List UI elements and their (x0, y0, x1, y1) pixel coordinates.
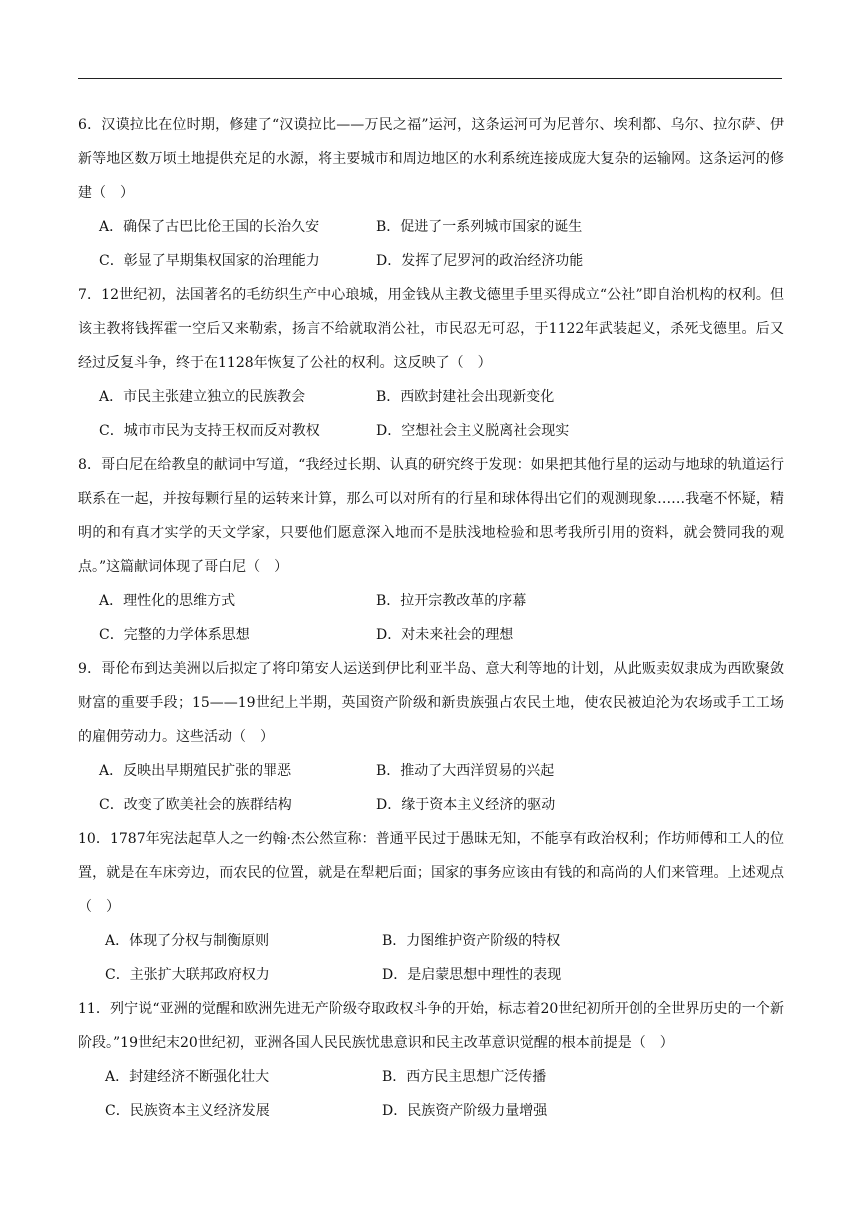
option-c[interactable]: C．改变了欧美社会的族群结构 (99, 797, 292, 813)
question-stem: 7．12世纪初，法国著名的毛纺织生产中心琅城，用金钱从主教戈德里手里买得成立“公社”即自治机构的权利。但该主教将钱挥霍一空后又来勒索，扬言不给就取消公社，市民忍无可忍，于1122年武装起义，杀死戈德里。后又经过反复斗争，终于在1128年恢复了公社的权利。这反映了（ ） (78, 287, 784, 371)
option-d[interactable]: D．是启蒙思想中理性的表现 (382, 967, 562, 983)
option-d[interactable]: D．发挥了尼罗河的政治经济功能 (376, 253, 584, 269)
option-a[interactable]: A．反映出早期殖民扩张的罪恶 (99, 763, 292, 779)
options (78, 754, 784, 822)
option-c[interactable]: C．城市市民为支持王权而反对教权 (99, 423, 320, 439)
question-stem: 11．列宁说“亚洲的觉醒和欧洲先进无产阶级夺取政权斗争的开始，标志着20世纪初所开创的全世界历史的一个新阶段。”19世纪末20世纪初，亚洲各国人民民族忧患意识和民主改革意识觉醒的根本前提是（ ） (78, 1001, 784, 1051)
option-d[interactable]: D．对未来社会的理想 (376, 627, 514, 643)
options (78, 924, 784, 992)
question-stem: 6．汉谟拉比在位时期，修建了“汉谟拉比——万民之福”运河，这条运河可为尼普尔、埃利都、乌尔、拉尔萨、伊新等地区数万顷土地提供充足的水源，将主要城市和周边地区的水利系统连接成庞大复杂的运输网。这条运河的修建（ ） (78, 117, 784, 201)
header-rule (78, 78, 782, 79)
option-c[interactable]: C．主张扩大联邦政府权力 (105, 967, 270, 983)
option-b[interactable]: B．力图维护资产阶级的特权 (382, 933, 561, 949)
question-8 (78, 448, 784, 652)
question-10 (78, 822, 784, 992)
question-stem: 10．1787年宪法起草人之一约翰·杰公然宣称：普通平民过于愚昧无知，不能享有政治权利；作坊师傅和工人的位置，就是在车床旁边，而农民的位置，就是在犁耙后面；国家的事务应该由有钱的和高尚的人们来管理。上述观点（ ） (78, 831, 784, 915)
option-b[interactable]: B．西方民主思想广泛传播 (382, 1069, 547, 1085)
option-b[interactable]: B．西欧封建社会出现新变化 (376, 389, 555, 405)
option-a[interactable]: A．理性化的思维方式 (99, 593, 236, 609)
options (78, 1060, 784, 1128)
option-c[interactable]: C．民族资本主义经济发展 (105, 1103, 270, 1119)
option-a[interactable]: A．封建经济不断强化壮大 (105, 1069, 270, 1085)
question-stem: 9．哥伦布到达美洲以后拟定了将印第安人运送到伊比利亚半岛、意大利等地的计划，从此贩卖奴隶成为西欧聚敛财富的重要手段；15——19世纪上半期，英国资产阶级和新贵族强占农民土地，使农民被迫沦为农场或手工工场的雇佣劳动力。这些活动（ ） (78, 661, 784, 745)
option-b[interactable]: B．推动了大西洋贸易的兴起 (376, 763, 555, 779)
question-9 (78, 652, 784, 822)
options (78, 584, 784, 652)
option-b[interactable]: B．促进了一系列城市国家的诞生 (376, 219, 583, 235)
option-a[interactable]: A．确保了古巴比伦王国的长治久安 (99, 219, 320, 235)
option-d[interactable]: D．民族资产阶级力量增强 (382, 1103, 548, 1119)
option-a[interactable]: A．体现了分权与制衡原则 (105, 933, 270, 949)
question-stem: 8．哥白尼在给教皇的献词中写道，“我经过长期、认真的研究终于发现：如果把其他行星的运动与地球的轨道运行联系在一起，并按每颗行星的运转来计算，那么可以对所有的行星和球体得出它们的观测现象……我毫不怀疑，精明的和有真才实学的天文学家，只要他们愿意深入地而不是肤浅地检验和思考我所引用的资料，就会赞同我的观点。”这篇献词体现了哥白尼（ ） (78, 457, 784, 575)
options (78, 380, 784, 448)
options (78, 210, 784, 278)
option-a[interactable]: A．市民主张建立独立的民族教会 (99, 389, 306, 405)
question-6 (78, 108, 784, 278)
question-11 (78, 992, 784, 1128)
question-7 (78, 278, 784, 448)
option-d[interactable]: D．空想社会主义脱离社会现实 (376, 423, 570, 439)
option-b[interactable]: B．拉开宗教改革的序幕 (376, 593, 527, 609)
option-d[interactable]: D．缘于资本主义经济的驱动 (376, 797, 556, 813)
option-c[interactable]: C．完整的力学体系思想 (99, 627, 250, 643)
question-list (78, 108, 784, 1128)
option-c[interactable]: C．彰显了早期集权国家的治理能力 (99, 253, 320, 269)
